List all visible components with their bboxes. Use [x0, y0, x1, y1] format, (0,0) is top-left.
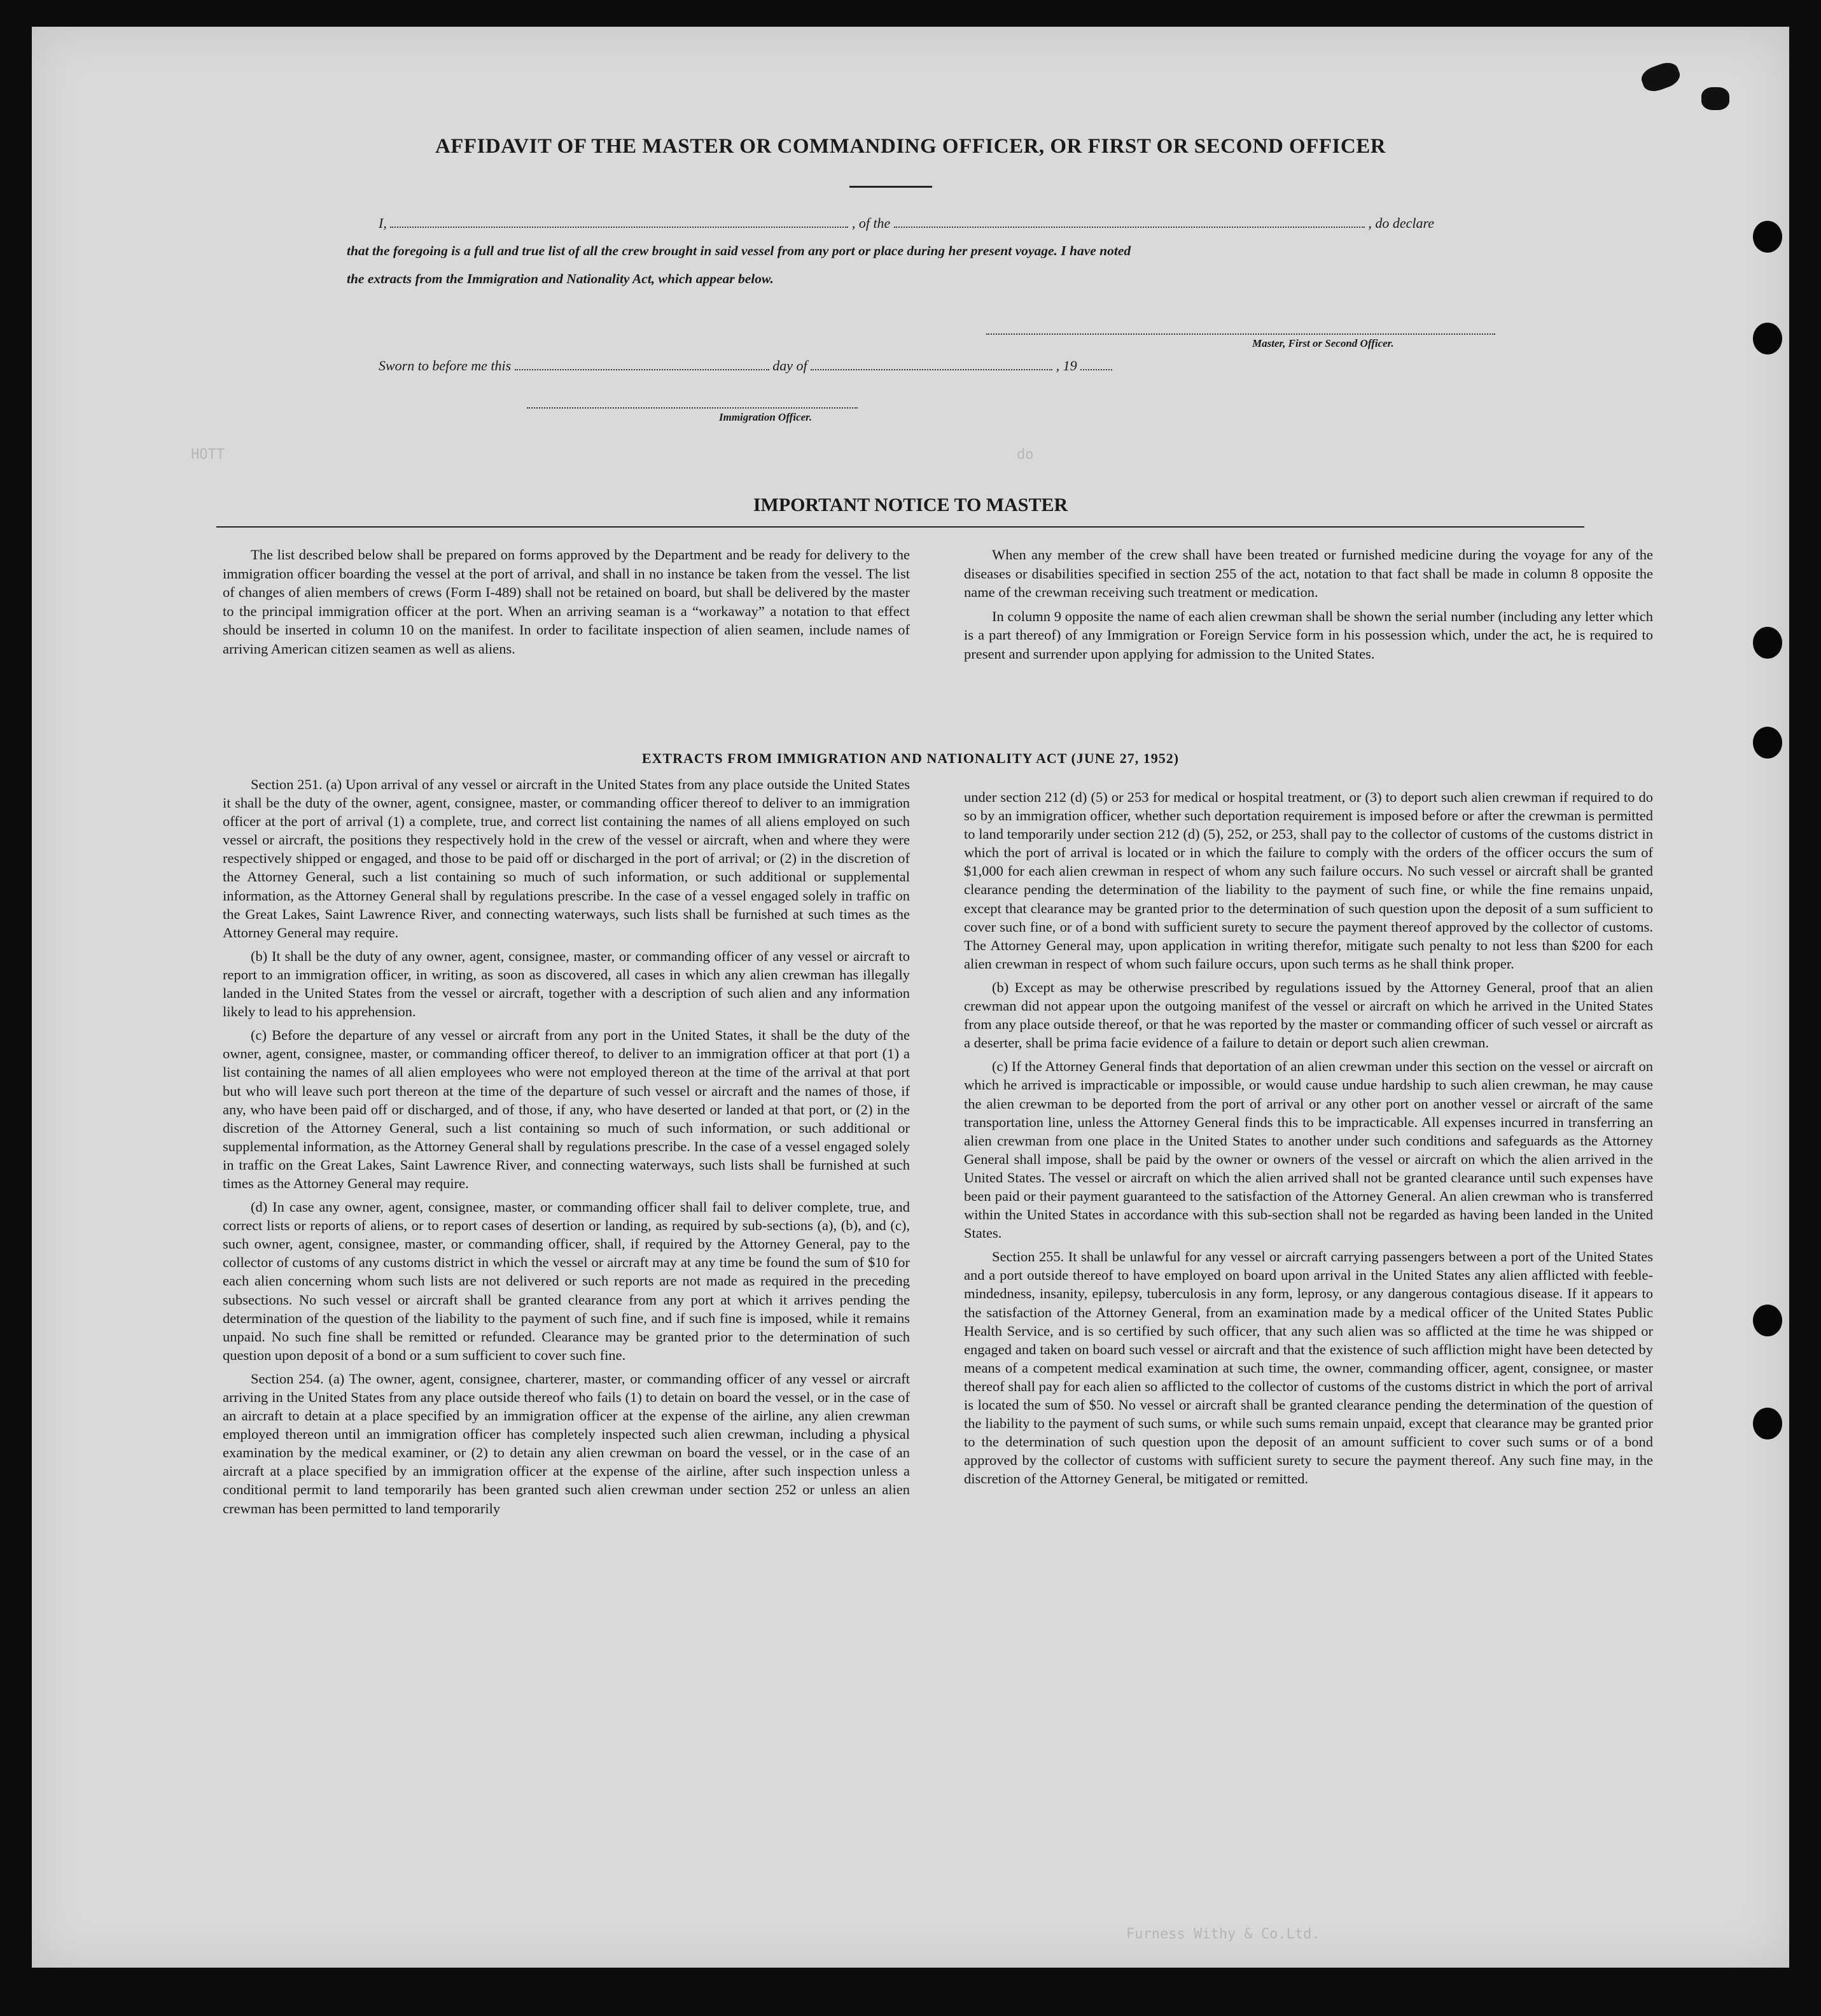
section-251-b: (b) It shall be the duty of any owner, agent, consignee, master, or commanding officer of any vessel or aircraft to report to an immigration officer, in writing, as soon as discovered, all cases in which any alien crewman has illegally landed in the United States from the vessel or aircraft, together with a description of such alien and any information likely to lead to his apprehension. — [223, 948, 910, 1020]
document-page — [32, 27, 1789, 1968]
binder-hole — [1753, 1305, 1782, 1336]
bleed-through-text: HOTT do — [191, 447, 1034, 463]
affidavit-i: I, — [379, 215, 387, 231]
notice-right-paragraph-2: In column 9 opposite the name of each alien crewman shall be shown the serial number (including any letter which is a part thereof) of any Immigration or Foreign Service form in his possession which, under the act, he is required to present and surrender upon applying for admission to the United States. — [964, 608, 1653, 662]
binder-hole — [1753, 221, 1782, 253]
binder-hole — [1753, 1408, 1782, 1439]
section-254-c: (c) If the Attorney General finds that deportation of an alien crewman under this section on the vessel or aircraft on which he arrived is impracticable or impossible, or would cause undue hardship to such alien crewman, he may cause the alien crewman to be deported from the port of arrival or any other port on another vessel or aircraft of the same transportation line, unless the Attorney General finds this to be impracticable. All expenses incurred in transferring an alien crewman from one place in the United States to another under such conditions and safeguards as the Attorney General shall impose, shall be paid by the owner or owners of the vessel or aircraft on which the alien arrived in the United States. The vessel or aircraft on which the alien arrived shall not be granted clearance until such expenses have been paid or their payment guaranteed to the satisfaction of the Attorney General. An alien crewman who is transferred within the United States in accordance with this sub-section shall not be regarded as having been landed in the United States. — [964, 1058, 1653, 1242]
sworn-line — [379, 358, 1112, 374]
section-251-d: (d) In case any owner, agent, consignee, master, or commanding officer shall fail to deliver complete, true, and correct lists or reports of aliens, or to report cases of desertion or landing, as required by sub-sections (a), (b), and (c), such owner, agent, consignee, master, or commanding officer, shall, if required by the Attorney General, pay to the collector of customs of any customs district in which the vessel or aircraft may at any time be found the sum of $10 for each alien concerning whom such lists are not delivered or such reports are not made as required in the preceding subsections. No such vessel or aircraft shall be granted clearance from any port at which it arrives pending the determination of the question of the liability to the payment of such fine, and if such fine is imposed, while it remains unpaid. No such fine shall be remitted or refunded. Clearance may be granted prior to the determination of such question upon deposit of a bond or a sum sufficient to cover such fine. — [223, 1199, 910, 1363]
title-divider — [849, 186, 932, 188]
binder-hole — [1753, 627, 1782, 659]
section-254-b: (b) Except as may be otherwise prescribed by regulations issued by the Attorney General, proof that an alien crewman did not appear upon the outgoing manifest of the vessel or aircraft on which he arrived in the United States from any place outside thereof, or that he was reported by the master or commanding officer of such vessel or aircraft as a deserter, shall be prima facie evidence of a failure to detain or deport such alien crewman. — [964, 979, 1653, 1051]
section-251-c: (c) Before the departure of any vessel or aircraft from any port in the United States, it shall be the duty of the owner, agent, consignee, master, or commanding officer thereof, to deliver to an immigration officer at that port (1) a list containing the names of all alien employees who were not employed thereon at the time of the arrival at that port but who will leave such port thereon at the time of the departure of such vessel or aircraft and the names of those, if any, who have been paid off or discharged, and of those, if any, who have deserted or landed at that port, or (2) in the discretion of the Attorney General, such a list containing so much of such information, or such additional or supplemental information, as the Attorney General shall by regulations prescribe. In the case of a vessel engaged solely in traffic on the Great Lakes, Saint Lawrence River, and connecting waterways, such lists shall be furnished at such times as the Attorney General may require. — [223, 1027, 910, 1191]
affidavit-line-1 — [379, 215, 1434, 232]
officer-signature-line[interactable] — [527, 407, 858, 409]
ink-blot — [1701, 87, 1729, 110]
ink-blot — [1638, 59, 1682, 95]
section-255: Section 255. It shall be unlawful for any vessel or aircraft carrying passengers between a port of the United States and a port outside thereof to have employed on board upon arrival in the United States any alien afflicted with feeble-mindedness, insanity, epilepsy, tuberculosis in any form, leprosy, or any dangerous contagious disease. If it appears to the satisfaction of the Attorney General, from an examination made by a medical officer of the United States Public Health Service, and is so certified by such officer, that any such alien was so afflicted at the time he was shipped or engaged and taken on board such vessel or aircraft and that the existence of such affliction might have been detected by means of a competent medical examination at such time, the owner, commanding officer, agent, consignee, or master thereof shall pay for each alien so afflicted to the collector of customs of the customs district in which the port of arrival is located the sum of $50. No vessel or aircraft shall be granted clearance pending the determination of the question of the liability to the payment of such sums, or while such sums remain unpaid, except that clearance may be granted prior to the determination of such question upon the deposit of an amount sufficient to cover such sums or of a bond approved by the collector of customs with sufficient surety to secure the payment thereof. Any such fine may, in the discretion of the Attorney General, be mitigated or remitted. — [964, 1249, 1653, 1487]
year-text: , 19 — [1056, 358, 1077, 374]
bleed-through-text: Furness Withy & Co.Ltd. — [1126, 1926, 1320, 1942]
notice-left-column — [223, 545, 910, 664]
affidavit-line-3: the extracts from the Immigration and Nationality Act, which appear below. — [347, 271, 774, 286]
affidavit-line-2: that the foregoing is a full and true list of all the crew brought in said vessel from any port or place during her present voyage. I have noted — [347, 243, 1131, 258]
vessel-blank[interactable] — [894, 218, 1365, 228]
sworn-text: Sworn to before me this — [379, 358, 512, 374]
sworn-day-blank[interactable] — [515, 360, 769, 370]
notice-divider — [216, 526, 1584, 528]
section-254-a-cont: under section 212 (d) (5) or 253 for medical or hospital treatment, or (3) to deport such alien crewman if required to do so by an immigration officer, whether such deportation requirement is imposed before or after the crewman is permitted to land temporarily under section 212 (d) (5), 252, or 253, shall pay to the collector of customs of the customs district in which the port of arrival is located or in which the failure to comply with the orders of the officer occurs the sum of $1,000 for each alien crewman in respect of whom any such failure occurs. No such vessel or aircraft shall be granted clearance pending the determination of the liability to the payment of such fine, or while the fine remains unpaid, except that clearance may be granted prior to the determination of such question upon the deposit of a sum sufficient to cover such fine, or of a bond with sufficient surety to secure the payment thereof approved by the collector of customs. The Attorney General may, upon application in writing therefor, mitigate such penalty to not less than $200 for each alien crewman in respect of whom such failure occurs, upon such terms as he shall think proper. — [964, 789, 1653, 972]
section-254-a: Section 254. (a) The owner, agent, consignee, charterer, master, or commanding officer of any vessel or aircraft arriving in the United States from any place outside thereof who fails (1) to detain on board the vessel, or in the case of an aircraft to detain at a place specified by an immigration officer at the expense of the airline, any alien crewman employed thereon until an immigration officer has completely inspected such alien crewman, including a physical examination by the medical examiner, or (2) to detain any alien crewman on board the vessel, or in the case of an aircraft at a place specified by an immigration officer at the expense of the airline, after such inspection unless a conditional permit to land temporarily has been granted such alien crewman under section 252 or unless an alien crewman has been permitted to land temporarily — [223, 1370, 910, 1516]
binder-hole — [1753, 323, 1782, 354]
extracts-title: EXTRACTS FROM IMMIGRATION AND NATIONALITY ACT (JUNE 27, 1952) — [641, 750, 1180, 766]
extracts-left-column — [223, 775, 910, 1523]
notice-title: IMPORTANT NOTICE TO MASTER — [753, 494, 1068, 515]
officer-label: Immigration Officer. — [719, 411, 813, 423]
notice-left-paragraph: The list described below shall be prepared on forms approved by the Department and be ready for delivery to the immigration officer boarding the vessel at the port of arrival, and shall in no instance be taken from the vessel. The list of changes of alien members of crews (Form I-489) shall not be retained on board, but shall be delivered by the master to the principal immigration officer at the port. When an arriving seaman is a “workaway” a notation to that effect should be inserted in column 10 on the manifest. In order to facilitate inspection of alien seamen, include names of arriving American citizen seamen as well as aliens. — [223, 547, 910, 657]
master-label: Master, First or Second Officer. — [1252, 337, 1394, 349]
sworn-year-blank[interactable] — [1080, 360, 1112, 370]
name-blank[interactable] — [390, 218, 848, 228]
affidavit-declare: , do declare — [1368, 215, 1434, 231]
affidavit-of-the: , of the — [851, 215, 891, 231]
affidavit-title: AFFIDAVIT OF THE MASTER OR COMMANDING OFFICER, OR FIRST OR SECOND OFFICER — [435, 135, 1386, 158]
extracts-right-column — [964, 788, 1653, 1493]
section-251-a: Section 251. (a) Upon arrival of any vessel or aircraft in the United States from any place outside the United States it shall be the duty of the owner, agent, consignee, master, or commanding officer thereof to deliver to an immigration officer at the port of arrival (1) a complete, true, and correct list containing the names of all aliens employed on such vessel or aircraft, the positions they respectively hold in the crew of the vessel or aircraft, when and where they were respectively shipped or engaged, and those to be paid off or discharged in the port of arrival; or (2) in the discretion of the Attorney General, such a list containing so much of such information, or such additional or supplemental information, as the Attorney General shall by regulations prescribe. In the case of a vessel engaged solely in traffic on the Great Lakes, Saint Lawrence River, and connecting waterways, such lists shall be furnished at such times as the Attorney General may require. — [223, 776, 910, 941]
notice-right-column — [964, 545, 1653, 669]
day-of-text: day of — [772, 358, 807, 374]
notice-right-paragraph-1: When any member of the crew shall have been treated or furnished medicine during the voyage for any of the diseases or disabilities specified in section 255 of the act, notation to that fact shall be made in column 8 opposite the name of the crewman receiving such treatment or medication. — [964, 547, 1653, 601]
sworn-month-blank[interactable] — [811, 360, 1052, 370]
master-signature-line[interactable] — [986, 333, 1495, 335]
